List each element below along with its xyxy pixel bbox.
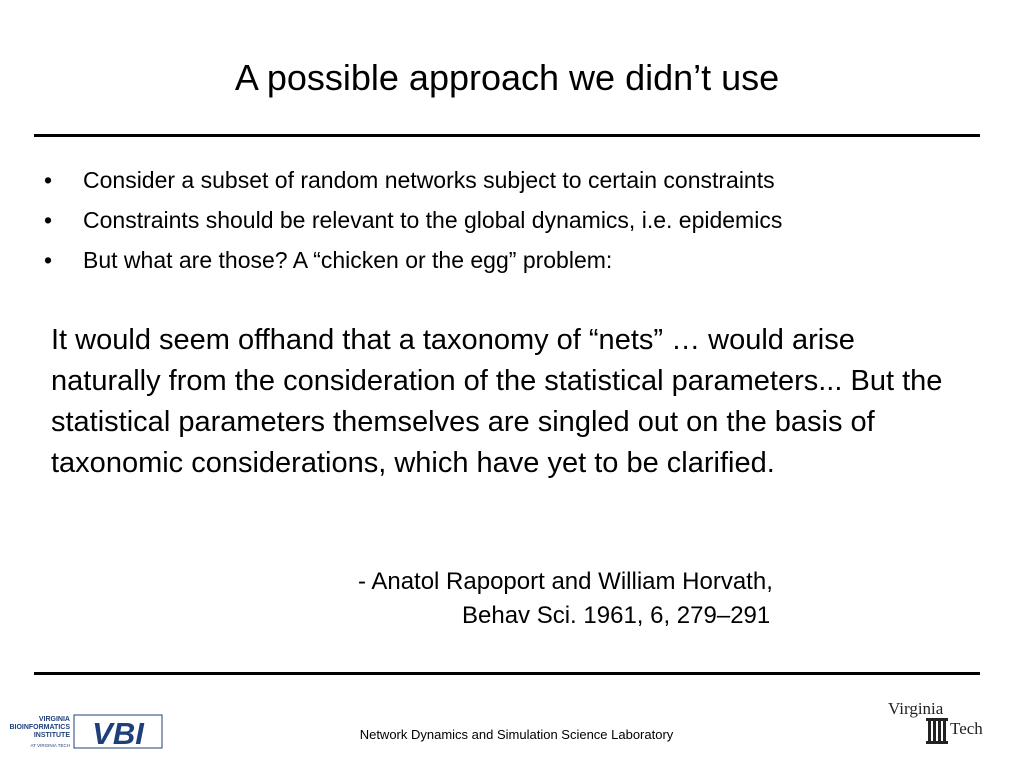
vbi-logo-text-line4: AT VIRGINIA TECH — [30, 743, 70, 748]
vbi-logo-mark: VBI — [92, 716, 144, 751]
bullet-dot-icon: • — [44, 207, 53, 233]
vt-logo-text-virginia: Virginia — [888, 699, 944, 718]
top-divider — [34, 134, 980, 137]
vt-logo-text-tech: Tech — [950, 719, 983, 738]
bullet-list — [44, 160, 782, 280]
vbi-logo-text-line2: BIOINFORMATICS — [9, 724, 70, 731]
quote-attribution-authors: - Anatol Rapoport and William Horvath, — [358, 568, 773, 595]
bottom-divider — [34, 672, 980, 675]
bullet-text: Consider a subset of random networks subject to certain constraints — [83, 167, 775, 193]
footer-lab-name: Network Dynamics and Simulation Science Laboratory — [359, 727, 674, 742]
slide-title: A possible approach we didn’t use — [234, 57, 780, 98]
vbi-logo-text-line1: VIRGINIA — [38, 716, 70, 723]
bullet-text: Constraints should be relevant to the global dynamics, i.e. epidemics — [83, 207, 783, 233]
bullet-item — [44, 160, 782, 200]
quote-text: It would seem offhand that a taxonomy of “nets” … would arise naturally from the consideration of the statistical parameters... But the statistical parameters themselves are singled out on the basis of taxonomic considerations, which have yet to be clarified. — [51, 324, 943, 479]
bullet-dot-icon: • — [44, 247, 53, 273]
bullet-item — [44, 200, 782, 240]
vbi-logo-text-line3: INSTITUTE — [33, 732, 70, 739]
vt-logo-emblem-icon — [926, 718, 948, 744]
bullet-text: But what are those? A “chicken or the egg” problem: — [83, 247, 613, 273]
bullet-dot-icon: • — [44, 167, 53, 193]
virginia-tech-logo — [884, 698, 994, 748]
quote-attribution-citation: Behav Sci. 1961, 6, 279–291 — [462, 602, 771, 629]
bullet-item — [44, 240, 782, 280]
